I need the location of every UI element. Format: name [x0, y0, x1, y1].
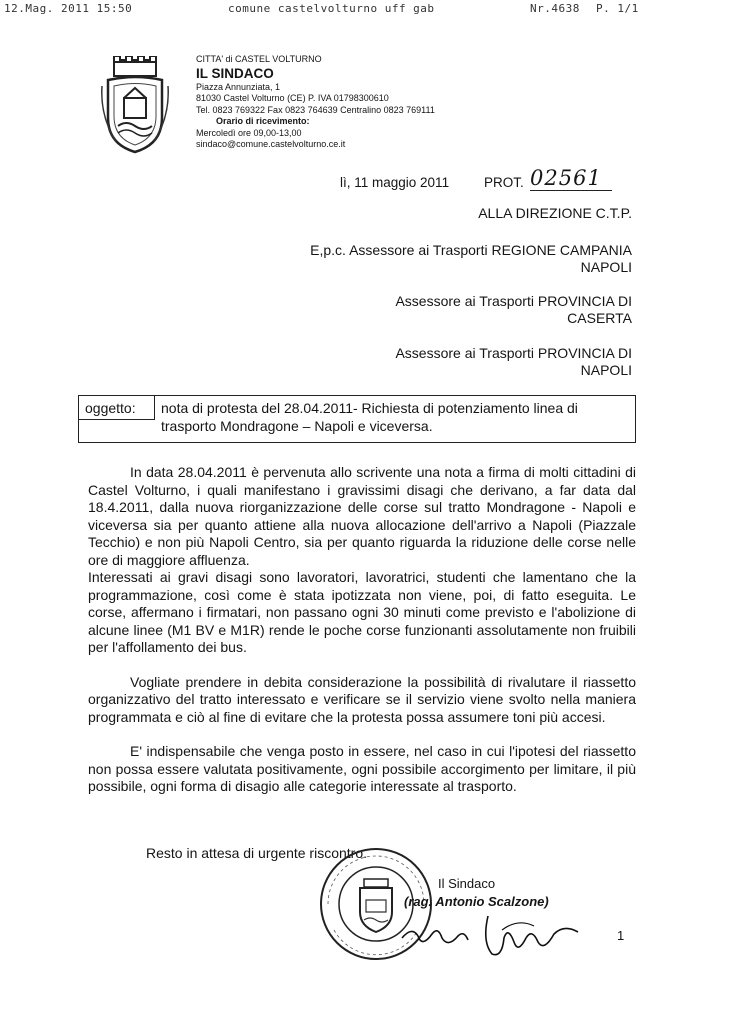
recipient-regione — [310, 242, 632, 276]
email-line: sindaco@comune.castelvolturno.ce.it — [196, 139, 346, 149]
subject-text: nota di protesta del 28.04.2011- Richiesta di potenziamento linea di trasporto Mondragone – Napoli e viceversa. — [161, 400, 578, 434]
address-line-1: Piazza Annunziata, 1 — [196, 81, 281, 92]
signature-name: (rag. Antonio Scalzone) — [404, 894, 549, 909]
subject-box — [78, 395, 636, 443]
paragraph-2: Interessati ai gravi disagi sono lavoratori, lavoratrici, studenti che lamentano che la programmazione, così come è stata ipotizzata non viene, poi, di fatto eseguita. Le corse, affermano i firmatari, non passano ogni 30 minuti come previsto e l'abolizione di alcune linee (M1 BV e M1R) rende le poche corse funzionanti assolutamente non fruibili per l'affollamento dei bus. — [88, 569, 636, 655]
coat-of-arms-icon — [100, 56, 170, 161]
prot-label: PROT. — [484, 175, 524, 190]
phones-line: Tel. 0823 769322 Fax 0823 764639 Centralino 0823 769111 — [196, 104, 435, 115]
paragraph-3: Vogliate prendere in debita considerazione la possibilità di rivalutare il riassetto organizzativo del tratto interessato e verificare se il servizio viene svolto nella maniera programmata e ciò al fine di evitare che la protesta possa assumere toni più accesi. — [88, 673, 636, 725]
recipient-napoli-line1: Assessore ai Trasporti PROVINCIA DI — [395, 345, 632, 361]
address-line-2: 81030 Castel Volturno (CE) P. IVA 01798300610 — [196, 93, 389, 103]
handwritten-signature — [398, 908, 598, 965]
recipient-caserta — [395, 293, 632, 327]
recipient-napoli — [395, 345, 632, 379]
hours-label: Orario di ricevimento: — [216, 116, 310, 126]
letterhead — [196, 54, 435, 151]
subject-label: oggetto: — [79, 396, 155, 420]
letter-body — [88, 464, 636, 796]
recipient-napoli-line2: NAPOLI — [580, 362, 632, 378]
fax-number: Nr.4638 — [530, 2, 580, 15]
office-title: IL SINDACO — [196, 65, 274, 81]
city-name: CITTA' di CASTEL VOLTURNO — [196, 54, 322, 64]
hours-line: Mercoledì ore 09,00-13,00 — [196, 127, 302, 138]
recipient-regione-line1: E,p.c. Assessore ai Trasporti REGIONE CAMPANIA — [310, 242, 632, 258]
recipient-caserta-line2: CASERTA — [567, 310, 632, 326]
closing-line: Resto in attesa di urgente riscontro. — [146, 845, 368, 861]
recipient-main: ALLA DIREZIONE C.T.P. — [478, 205, 632, 221]
fax-sender: comune castelvolturno uff gab — [228, 2, 435, 15]
recipient-regione-line2: NAPOLI — [580, 259, 632, 275]
page-mark: 1 — [617, 928, 625, 943]
date-line: lì, 11 maggio 2011 — [340, 175, 450, 190]
recipient-caserta-line1: Assessore ai Trasporti PROVINCIA DI — [395, 293, 632, 309]
prot-number: 02561 — [530, 166, 612, 191]
signature-title: Il Sindaco — [438, 876, 496, 891]
paragraph-4: E' indispensabile che venga posto in essere, nel caso in cui l'ipotesi del riassetto non possa essere valutata positivamente, ogni possibile accorgimento per limitare, il più possibile, ogni forma di disagio alle categorie interessate al trasporto. — [88, 743, 636, 794]
fax-datetime: 12.Mag. 2011 15:50 — [4, 2, 133, 15]
paragraph-1: In data 28.04.2011 è pervenuta allo scrivente una nota a firma di molti cittadini di Castel Volturno, i quali manifestano i gravissimi disagi che derivano, a far data dal 18.4.2011, dalla nuova riorganizzazione delle corse sul tratto Mondragone - Napoli e viceversa sia per quanto attiene alla nuova allocazione dell'arrivo a Napoli (Piazzale Tecchio) e non più Napoli Centro, sia per quanto riguarda la riduzione delle corse nelle ore di maggiore affluenza. — [88, 464, 636, 568]
fax-page: P. 1/1 — [596, 2, 639, 15]
